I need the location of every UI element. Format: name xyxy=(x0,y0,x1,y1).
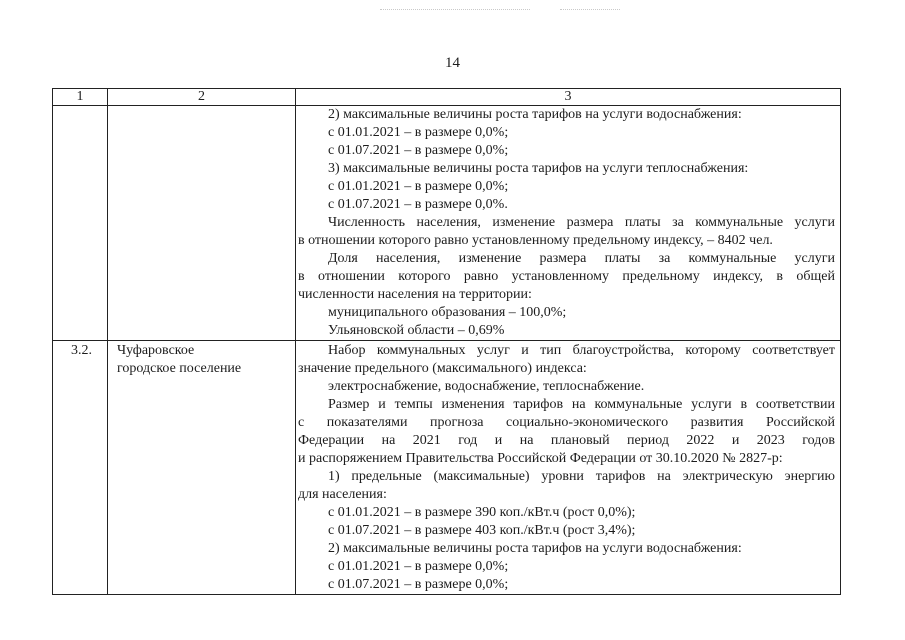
header-col-2: 2 xyxy=(198,89,205,104)
text-line: с 01.07.2021 – в размере 0,0%; xyxy=(328,143,509,158)
text-line: электроснабжение, водоснабжение, теплоснабжение. xyxy=(328,379,645,394)
text-line: 2) максимальные величины роста тарифов на услуги водоснабжения: xyxy=(328,541,742,556)
text-line: Размер и темпы изменения тарифов на коммунальные услуги в соответствии xyxy=(328,397,835,412)
row-32-col3 xyxy=(298,342,835,594)
text-line: с 01.07.2021 – в размере 0,0%; xyxy=(328,577,509,592)
text-line: с 01.01.2021 – в размере 390 коп./кВт.ч (рост 0,0%); xyxy=(328,505,636,520)
row-number: 3.2. xyxy=(71,343,92,358)
scan-artifact xyxy=(380,9,530,10)
header-col-1: 1 xyxy=(76,89,84,104)
row-divider xyxy=(53,340,840,341)
text-line: 3) максимальные величины роста тарифов на услуги теплоснабжения: xyxy=(328,161,749,176)
text-line: 2) максимальные величины роста тарифов на услуги водоснабжения: xyxy=(328,107,742,122)
page-number: 14 xyxy=(445,55,460,71)
text-line: Ульяновской области – 0,69% xyxy=(328,323,505,338)
header-col-3: 3 xyxy=(564,89,572,104)
column-divider xyxy=(107,89,108,594)
text-line: с 01.01.2021 – в размере 0,0%; xyxy=(328,179,509,194)
text-line: значение предельного (максимального) индекса: xyxy=(298,361,587,376)
row-top-col3 xyxy=(298,106,835,340)
text-line: муниципального образования – 100,0%; xyxy=(328,305,567,320)
text-line: с 01.01.2021 – в размере 0,0%; xyxy=(328,559,509,574)
text-line: Набор коммунальных услуг и тип благоустройства, которому соответствует xyxy=(328,343,835,358)
text-line: Численность населения, изменение размера платы за коммунальные услуги xyxy=(328,215,835,230)
settlement-name-line2: городское поселение xyxy=(117,361,242,376)
text-line: и распоряжением Правительства Российской Федерации от 30.10.2020 № 2827-р: xyxy=(298,451,783,466)
document-table xyxy=(52,88,841,595)
text-line: Доля населения, изменение размера платы за коммунальные услуги xyxy=(328,251,835,266)
column-divider xyxy=(295,89,296,594)
text-line: Федерации на 2021 год и на плановый период 2022 и 2023 годов xyxy=(298,433,835,448)
text-line: для населения: xyxy=(298,487,387,502)
text-line: в отношении которого равно установленному предельному индексу, в общей xyxy=(298,269,835,284)
text-line: 1) предельные (максимальные) уровни тарифов на электрическую энергию xyxy=(328,469,835,484)
text-line: с показателями прогноза социально-экономического развития Российской xyxy=(298,415,835,430)
text-line: с 01.07.2021 – в размере 0,0%. xyxy=(328,197,508,212)
text-line: численности населения на территории: xyxy=(298,287,532,302)
scan-artifact xyxy=(560,9,620,10)
text-line: с 01.07.2021 – в размере 403 коп./кВт.ч (рост 3,4%); xyxy=(328,523,636,538)
text-line: с 01.01.2021 – в размере 0,0%; xyxy=(328,125,509,140)
text-line: в отношении которого равно установленному предельному индексу, – 8402 чел. xyxy=(298,233,773,248)
settlement-name-line1: Чуфаровское xyxy=(117,343,195,358)
